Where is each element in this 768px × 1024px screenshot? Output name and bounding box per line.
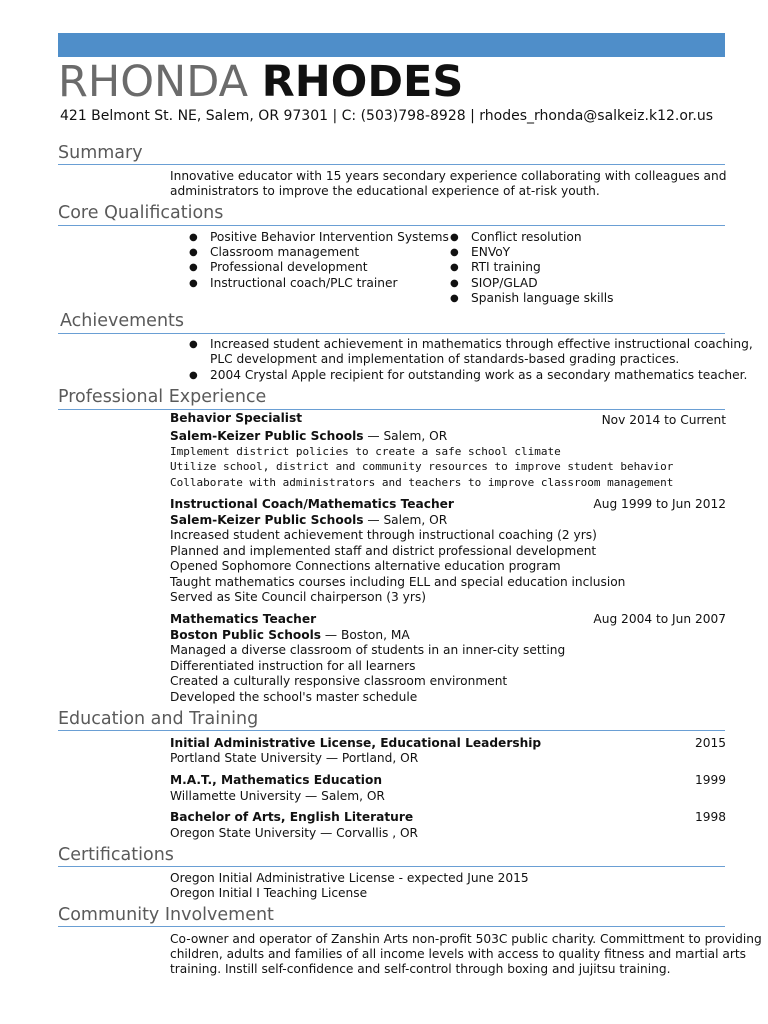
qualification-item: ENVoY: [471, 245, 511, 259]
job-employer: Boston Public Schools: [170, 628, 322, 642]
bullet-icon: ●: [450, 247, 459, 258]
community-line: training. Instill self-confidence and self-control through boxing and jujitsu training.: [170, 962, 671, 976]
bullet-icon: ●: [450, 293, 459, 304]
section-divider: [58, 164, 725, 165]
last-name: RHODES: [261, 57, 464, 107]
job-duty: Collaborate with administrators and teachers to improve classroom management: [170, 476, 674, 489]
summary-line: Innovative educator with 15 years secondary experience collaborating with colleagues and: [170, 169, 727, 183]
bullet-icon: ●: [189, 370, 198, 381]
job-duty: Served as Site Council chairperson (3 yrs): [170, 590, 426, 604]
qualification-item: RTI training: [471, 260, 541, 274]
contact-line: 421 Belmont St. NE, Salem, OR 97301 | C: (503)798-8928 | rhodes_rhonda@salkeiz.k12.or.us: [60, 108, 713, 124]
job-duty: Developed the school's master schedule: [170, 690, 418, 704]
section-divider: [58, 333, 725, 334]
bullet-icon: ●: [450, 262, 459, 273]
job-dates: Aug 1999 to Jun 2012: [593, 497, 726, 511]
job-title: Instructional Coach/Mathematics Teacher: [170, 497, 454, 511]
job-duty: Utilize school, district and community resources to improve student behavior: [170, 460, 674, 473]
certification-item: Oregon Initial I Teaching License: [170, 886, 368, 900]
certifications-heading: Certifications: [58, 845, 174, 865]
education-degree: Bachelor of Arts, English Literature: [170, 810, 414, 824]
qualifications-heading: Core Qualifications: [58, 203, 224, 223]
bullet-icon: ●: [189, 339, 198, 350]
section-divider: [58, 926, 725, 927]
qualification-item: Classroom management: [210, 245, 360, 259]
qualification-item: Spanish language skills: [471, 291, 614, 305]
education-school: Oregon State University — Corvallis , OR: [170, 826, 419, 840]
job-dates: Nov 2014 to Current: [601, 413, 726, 427]
job-duty: Managed a diverse classroom of students in an inner-city setting: [170, 643, 566, 657]
section-divider: [58, 730, 725, 731]
job-dates: Aug 2004 to Jun 2007: [593, 612, 726, 626]
job-employer-line: [170, 628, 410, 643]
education-degree: M.A.T., Mathematics Education: [170, 773, 383, 787]
education-year: 1999: [694, 773, 726, 787]
community-line: Co-owner and operator of Zanshin Arts non-profit 503C public charity. Committment to providing: [170, 932, 762, 946]
job-duty: Implement district policies to create a safe school climate: [170, 445, 561, 458]
education-year: 2015: [694, 736, 726, 750]
job-duty: Planned and implemented staff and district professional development: [170, 544, 597, 558]
achievement-line: PLC development and implementation of standards-based grading practices.: [210, 352, 680, 366]
bullet-icon: ●: [189, 232, 198, 243]
job-duty: Taught mathematics courses including ELL and special education inclusion: [170, 575, 626, 589]
job-title: Behavior Specialist: [170, 411, 303, 425]
education-degree: Initial Administrative License, Educational Leadership: [170, 736, 542, 750]
qualification-item: Positive Behavior Intervention Systems: [210, 230, 449, 244]
bullet-icon: ●: [189, 262, 198, 273]
qualification-item: Conflict resolution: [471, 230, 582, 244]
section-divider: [58, 866, 725, 867]
job-employer-line: [170, 429, 447, 444]
job-employer-line: [170, 513, 447, 528]
certification-item: Oregon Initial Administrative License - expected June 2015: [170, 871, 529, 885]
achievement-line: Increased student achievement in mathematics through effective instructional coaching,: [210, 337, 753, 351]
job-duty: Created a culturally responsive classroom environment: [170, 674, 508, 688]
job-duty: Increased student achievement through instructional coaching (2 yrs): [170, 528, 597, 542]
education-school: Willamette University — Salem, OR: [170, 789, 385, 803]
job-duty: Differentiated instruction for all learners: [170, 659, 416, 673]
achievements-heading: Achievements: [60, 311, 185, 331]
experience-heading: Professional Experience: [58, 387, 267, 407]
section-divider: [58, 409, 725, 410]
job-location: — Salem, OR: [363, 513, 448, 527]
section-divider: [58, 225, 725, 226]
qualification-item: Professional development: [210, 260, 368, 274]
qualification-item: Instructional coach/PLC trainer: [210, 276, 398, 290]
bullet-icon: ●: [189, 247, 198, 258]
job-title: Mathematics Teacher: [170, 612, 317, 626]
community-line: children, adults and families of all income levels with access to quality fitness and martial arts: [170, 947, 746, 961]
candidate-name: [58, 56, 463, 108]
education-year: 1998: [694, 810, 726, 824]
header-accent-bar: [58, 33, 725, 57]
first-name: RHONDA: [58, 57, 248, 107]
achievement-line: 2004 Crystal Apple recipient for outstanding work as a secondary mathematics teacher.: [210, 368, 748, 382]
bullet-icon: ●: [189, 278, 198, 289]
summary-line: administrators to improve the educational experience of at-risk youth.: [170, 184, 600, 198]
bullet-icon: ●: [450, 278, 459, 289]
community-heading: Community Involvement: [58, 905, 274, 925]
job-location: — Salem, OR: [363, 429, 448, 443]
summary-heading: Summary: [58, 143, 143, 163]
qualification-item: SIOP/GLAD: [471, 276, 538, 290]
bullet-icon: ●: [450, 232, 459, 243]
job-employer: Salem-Keizer Public Schools: [170, 429, 364, 443]
job-location: — Boston, MA: [321, 628, 410, 642]
job-employer: Salem-Keizer Public Schools: [170, 513, 364, 527]
job-duty: Opened Sophomore Connections alternative education program: [170, 559, 561, 573]
education-school: Portland State University — Portland, OR: [170, 751, 419, 765]
education-heading: Education and Training: [58, 709, 259, 729]
